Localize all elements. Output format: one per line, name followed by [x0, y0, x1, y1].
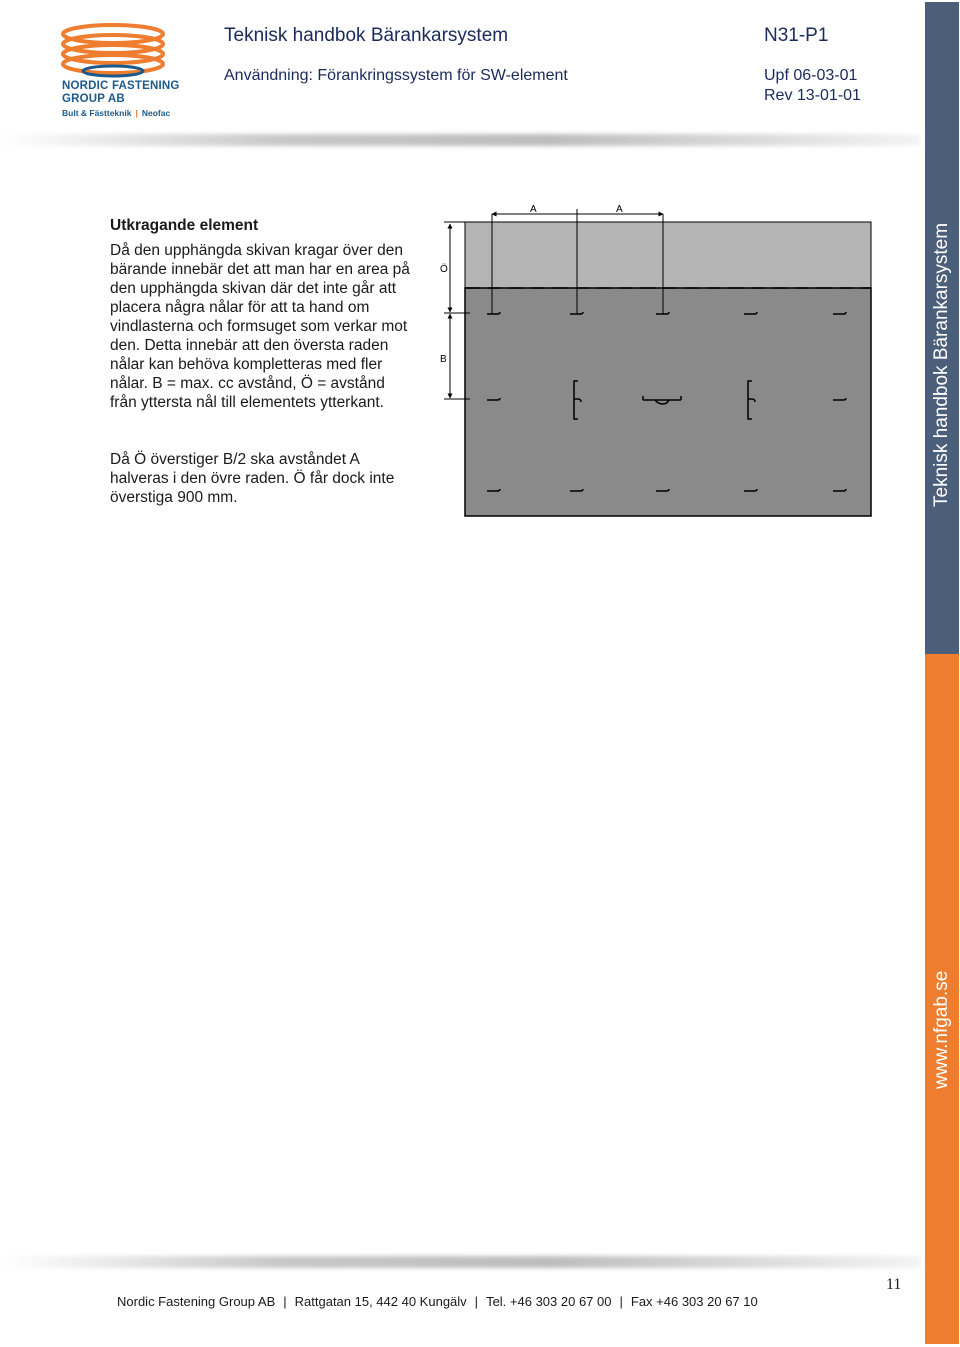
overhang-diagram	[430, 198, 875, 523]
footer-company: Nordic Fastening Group AB	[117, 1294, 276, 1309]
footer-fax: Fax +46 303 20 67 10	[630, 1294, 758, 1309]
sidebar-title: Teknisk handbok Bärankarsystem	[931, 222, 952, 508]
footer-separator: |	[619, 1294, 623, 1309]
label-o: Ö	[440, 264, 448, 275]
page-number: 11	[886, 1276, 902, 1293]
upf-date: Upf 06-03-01	[764, 67, 858, 84]
paragraph-description: Då den upphängda skivan kragar över den bärande innebär det att man har en area på den upphängda skivan där det inte går att placera några nålar för att ta hand om vindlasterna och formsuget som verkar mot den. Detta innebär att den översta raden nålar kan behöva kompletteras med fler nålar. B = max. cc avstånd, Ö = avstånd från yttersta nål till elementets ytterkant.	[110, 242, 410, 411]
logo-sub-brand-1: Bult & Fästteknik	[62, 108, 132, 118]
footer-divider	[0, 1256, 920, 1268]
logo-line-2: GROUP AB	[62, 93, 125, 105]
paragraph-rule: Då Ö överstiger B/2 ska avståndet A halveras i den övre raden. Ö får dock inte överstiga 900 mm.	[110, 451, 395, 506]
footer-contact	[117, 1294, 758, 1309]
label-a2: A	[616, 204, 623, 215]
footer-address: Rattgatan 15, 442 40 Kungälv	[294, 1294, 467, 1309]
footer-separator: |	[474, 1294, 479, 1309]
header-title: Teknisk handbok Bärankarsystem	[224, 25, 509, 46]
footer-separator: |	[283, 1294, 287, 1309]
document-code: N31-P1	[764, 25, 829, 46]
label-a1: A	[530, 204, 537, 215]
overhang-area	[465, 222, 871, 288]
header-divider	[0, 134, 920, 146]
logo-sub-brands	[62, 108, 170, 118]
header-subtitle: Användning: Förankringssystem för SW-element	[224, 67, 568, 84]
revision-date: Rev 13-01-01	[764, 87, 861, 104]
logo-sub-brand-2: Neofac	[141, 108, 171, 118]
footer-phone: Tel. +46 303 20 67 00	[486, 1294, 612, 1309]
section-heading: Utkragande element	[110, 217, 259, 234]
label-b: B	[440, 354, 447, 365]
logo-separator: |	[135, 108, 138, 118]
logo-company-name	[62, 80, 192, 106]
logo-line-1: NORDIC FASTENING	[62, 80, 180, 92]
sidebar-website[interactable]: www.nfgab.se	[931, 970, 952, 1090]
